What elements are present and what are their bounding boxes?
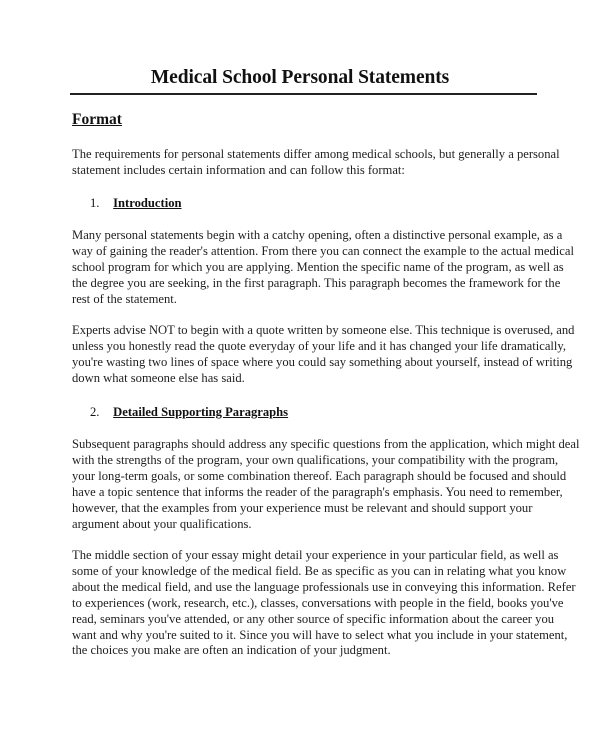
- body-paragraph: [72, 548, 576, 659]
- item-number: 1.: [90, 196, 100, 210]
- text-line: about the medical field, and use the language professionals use in conveying this information. Refer: [72, 579, 576, 594]
- text-line: you're wasting two lines of space where you could say something about yourself, instead of writing: [72, 354, 573, 369]
- item-label: Introduction: [113, 196, 182, 210]
- text-line: have a topic sentence that informs the reader of the paragraph's emphasis. You need to remember,: [72, 484, 563, 499]
- text-line: rest of the statement.: [72, 291, 177, 306]
- text-line: down what someone else has said.: [72, 370, 245, 385]
- text-line: with the strengths of the program, your own qualifications, your compatibility with the program,: [72, 452, 559, 467]
- text-line: unless you honestly read the quote everyday of your life and it has changed your life dramatically,: [72, 338, 567, 353]
- item-label: Detailed Supporting Paragraphs: [113, 405, 289, 419]
- body-paragraph: [72, 323, 575, 387]
- text-line: to experiences (work, research, etc.), classes, conversations with people in the field, books you've: [72, 595, 564, 610]
- text-line: some of your knowledge of the medical field. Be as specific as you can in relating what you know: [72, 563, 567, 578]
- text-line: the degree you are seeking, in the first paragraph. This paragraph becomes the framework for the: [72, 275, 561, 290]
- text-line: Many personal statements begin with a catchy opening, often a distinctive personal example, as a: [72, 228, 563, 242]
- text-line: school program for which you are applying. Mention the specific name of the program, as well as: [72, 259, 564, 274]
- text-line: Subsequent paragraphs should address any specific questions from the application, which might deal: [72, 437, 580, 451]
- intro-paragraph: [72, 147, 560, 179]
- text-line: The middle section of your essay might detail your experience in your particular field, as well as: [72, 548, 559, 562]
- title-divider: [70, 93, 537, 95]
- text-line: your long-term goals, or some combination thereof. Each paragraph should be focused and should: [72, 468, 567, 483]
- body-paragraph: [72, 437, 580, 532]
- text-line: way of gaining the reader's attention. From there you can connect the example to the actual medical: [72, 243, 574, 258]
- text-line: statement includes certain information and can follow this format:: [72, 162, 405, 177]
- text-line: Experts advise NOT to begin with a quote written by someone else. This technique is overused, and: [72, 323, 575, 337]
- numbered-heading-detailed-supporting-paragraphs: [90, 404, 288, 420]
- text-line: The requirements for personal statements differ among medical schools, but generally a personal: [72, 147, 560, 161]
- section-heading-format: Format: [72, 111, 122, 128]
- text-line: want and why you're suited to it. Since you will have to select what you include in your statement,: [72, 627, 568, 642]
- text-line: the choices you make are often an indication of your judgment.: [72, 643, 391, 658]
- item-number: 2.: [90, 405, 100, 419]
- text-line: read, seminars you've attended, or any other source of specific information about the career you: [72, 611, 555, 626]
- text-line: however, that the examples from your experience must be relevant and should support your: [72, 500, 533, 515]
- numbered-heading-introduction: [90, 195, 182, 211]
- body-paragraph: [72, 228, 574, 308]
- text-line: argument about your qualifications.: [72, 516, 252, 531]
- document-title: Medical School Personal Statements: [150, 67, 450, 88]
